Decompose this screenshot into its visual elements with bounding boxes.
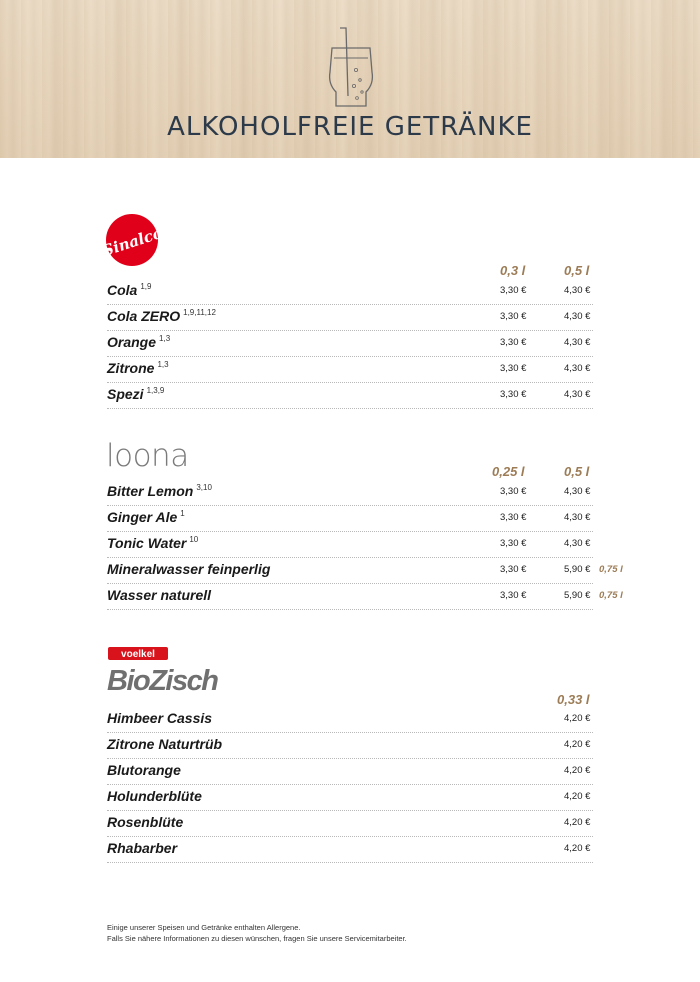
item-price-small: 3,30 € — [500, 564, 527, 575]
glass-with-straw-icon — [326, 26, 376, 110]
item-price-small: 3,30 € — [500, 363, 527, 374]
item-name: Zitrone Naturtrüb — [107, 736, 223, 752]
item-name: Rhabarber — [107, 840, 178, 856]
item-extra-size: 0,75 l — [599, 564, 623, 575]
menu-item-row — [107, 331, 593, 357]
sinalco-size-2: 0,5 l — [564, 263, 590, 278]
loona-size-2: 0,5 l — [564, 464, 590, 479]
biozisch-size: 0,33 l — [557, 692, 590, 707]
menu-item-row — [107, 279, 593, 305]
menu-item-row — [107, 733, 593, 759]
item-price: 4,20 € — [564, 791, 591, 802]
item-name: Himbeer Cassis — [107, 710, 213, 726]
menu-item-row — [107, 506, 593, 532]
item-price-large: 4,30 € — [564, 389, 591, 400]
item-name: Spezi $^{1,3,9}$ — [107, 386, 165, 402]
item-price-large: 5,90 € — [564, 590, 591, 601]
item-name: Tonic Water $^{10}$ — [107, 535, 199, 551]
item-price-small: 3,30 € — [500, 512, 527, 523]
item-price-large: 4,30 € — [564, 363, 591, 374]
sinalco-logo — [100, 212, 165, 268]
item-name: Rosenblüte — [107, 814, 184, 830]
item-price: 4,20 € — [564, 739, 591, 750]
item-name: Cola ZERO $^{1,9,11,12}$ — [107, 308, 216, 324]
menu-item-row — [107, 837, 593, 863]
item-name: Cola $^{1,9}$ — [107, 282, 152, 298]
item-price: 4,20 € — [564, 843, 591, 854]
menu-item-row — [107, 785, 593, 811]
item-extra-size: 0,75 l — [599, 590, 623, 601]
item-price-large: 5,90 € — [564, 564, 591, 575]
item-name: Holunderblüte — [107, 788, 202, 804]
item-price-large: 4,30 € — [564, 337, 591, 348]
loona-logo: loona — [106, 438, 189, 474]
menu-item-row — [107, 811, 593, 837]
voelkel-logo-text: voelkel — [121, 649, 155, 660]
item-price-large: 4,30 € — [564, 285, 591, 296]
sinalco-logo-text: Sinalco — [100, 223, 165, 261]
item-name: Mineralwasser feinperlig — [107, 561, 271, 577]
allergen-note — [107, 922, 407, 944]
item-price-large: 4,30 € — [564, 512, 591, 523]
item-price-large: 4,30 € — [564, 486, 591, 497]
item-name: Zitrone $^{1,3}$ — [107, 360, 169, 376]
item-price-small: 3,30 € — [500, 389, 527, 400]
item-name: Bitter Lemon $^{3,10}$ — [107, 483, 212, 499]
menu-item-row — [107, 383, 593, 409]
biozisch-logo — [106, 660, 218, 698]
menu-item-row — [107, 558, 623, 584]
voelkel-logo — [108, 647, 168, 660]
item-name: Ginger Ale $^1$ — [107, 509, 185, 525]
item-price-small: 3,30 € — [500, 337, 527, 348]
menu-item-row — [107, 357, 593, 383]
item-price-small: 3,30 € — [500, 590, 527, 601]
menu-item-row — [107, 305, 593, 331]
sinalco-size-1: 0,3 l — [500, 263, 526, 278]
menu-item-row — [107, 480, 593, 506]
page-title: ALKOHOLFREIE GETRÄNKE — [167, 112, 533, 142]
item-name: Blutorange — [107, 762, 181, 778]
item-name: Orange $^{1,3}$ — [107, 334, 171, 350]
item-price-small: 3,30 € — [500, 486, 527, 497]
biozisch-logo-text: BioZisch — [107, 665, 218, 697]
menu-item-row — [107, 532, 593, 558]
menu-item-row — [107, 584, 623, 610]
menu-item-row — [107, 707, 593, 733]
item-price: 4,20 € — [564, 817, 591, 828]
item-price: 4,20 € — [564, 713, 591, 724]
item-price-large: 4,30 € — [564, 311, 591, 322]
item-price-small: 3,30 € — [500, 285, 527, 296]
item-price: 4,20 € — [564, 765, 591, 776]
allergen-note-line-2: Falls Sie nähere Informationen zu diesen wünschen, fragen Sie unsere Servicemitarbeiter. — [107, 934, 407, 943]
item-name: Wasser naturell — [107, 587, 212, 603]
loona-size-1: 0,25 l — [492, 464, 525, 479]
allergen-note-line-1: Einige unserer Speisen und Getränke enthalten Allergene. — [107, 923, 301, 932]
item-price-large: 4,30 € — [564, 538, 591, 549]
menu-item-row — [107, 759, 593, 785]
item-price-small: 3,30 € — [500, 538, 527, 549]
item-price-small: 3,30 € — [500, 311, 527, 322]
header-wood-banner — [0, 0, 700, 158]
